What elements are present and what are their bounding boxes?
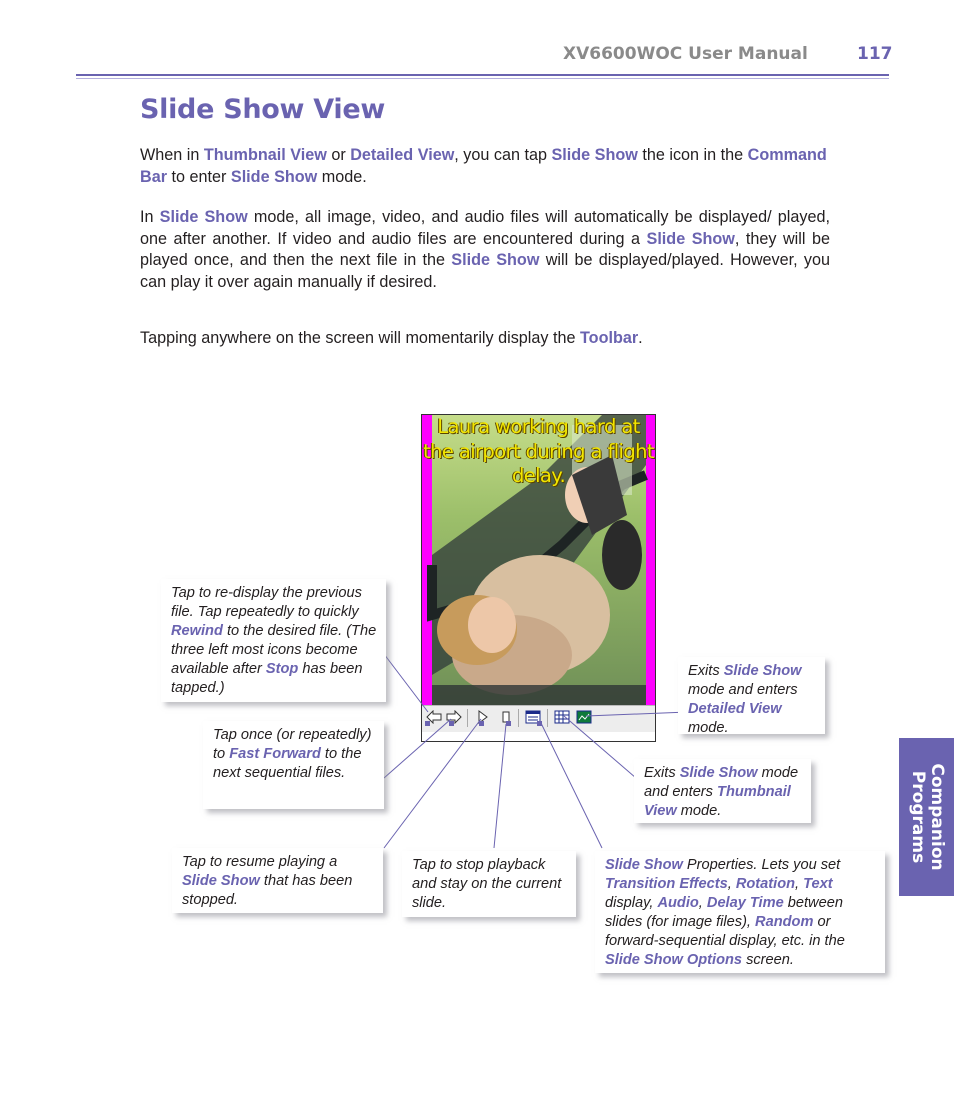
text: between slides (for image files), — [605, 895, 843, 930]
keyword: Slide Show — [605, 857, 683, 873]
side-tab-label — [908, 763, 946, 870]
text: . — [638, 329, 643, 347]
keyword: Audio — [657, 895, 699, 911]
section-side-tab — [899, 738, 954, 896]
rewind-callout — [161, 579, 386, 702]
text: mode. — [317, 167, 367, 186]
keyword: Detailed View — [688, 701, 782, 717]
text: , you can tap — [454, 146, 552, 164]
keyword: Slide Show — [679, 765, 758, 781]
page-number: 117 — [857, 44, 893, 64]
text: Exits — [644, 765, 680, 781]
text: screen. — [742, 952, 794, 968]
text: display, — [605, 895, 658, 911]
keyword: Rewind — [171, 623, 223, 639]
keyword: Slide Show — [646, 229, 735, 248]
text: to enter — [167, 167, 231, 186]
text: mode. — [688, 720, 729, 736]
keyword: Text — [803, 876, 833, 892]
text: Properties. Lets you set — [682, 857, 841, 873]
text: to the desired file. (The three left most icons become available after — [171, 623, 377, 677]
keyword: Slide Show — [723, 663, 802, 679]
keyword: Delay Time — [706, 895, 784, 911]
detailed-view-callout — [678, 657, 825, 734]
keyword: Stop — [265, 661, 299, 677]
keyword: Transition Effects — [605, 876, 728, 892]
text: or — [326, 146, 351, 164]
manual-title: XV6600WOC User Manual — [563, 44, 808, 64]
fast-forward-callout — [203, 721, 384, 809]
text: Tap to re-display the previous file. Tap repeatedly to quickly — [171, 585, 362, 620]
side-tab-line1: Companion — [927, 763, 947, 871]
slide-caption: Laura working hard at the airport during a flight delay. — [423, 415, 654, 487]
text: Tap to resume playing a — [182, 854, 338, 870]
keyword: Fast Forward — [229, 746, 321, 762]
text: Tap to stop playback and stay on the current slide. — [412, 857, 562, 911]
text: or forward-sequential display, etc. in the — [605, 914, 845, 949]
text: that has been stopped. — [182, 873, 353, 908]
keyword: Command Bar — [140, 146, 827, 186]
text: , — [698, 895, 707, 911]
text: In — [140, 208, 160, 226]
keyword: Rotation — [735, 876, 796, 892]
keyword: Slide Show — [551, 146, 638, 164]
text: will be displayed/played. However, you can play it over again manually if desired. — [140, 251, 830, 291]
text: , — [727, 876, 736, 892]
text: mode and enters — [688, 682, 798, 698]
keyword: Thumbnail View — [203, 146, 327, 164]
thumbnail-view-callout — [634, 759, 811, 823]
side-tab-line2: Programs — [908, 770, 928, 864]
text: to the next sequential files. — [213, 746, 362, 781]
text: Tap once (or repeatedly) to — [213, 727, 372, 762]
keyword: Thumbnail View — [644, 784, 791, 819]
keyword: Random — [755, 914, 814, 930]
keyword: Detailed View — [350, 146, 455, 164]
text: mode and enters — [644, 765, 799, 800]
text: mode, all image, video, and audio files will automatically be displayed/ played, one after another. If video and audio files are encountered during a — [140, 208, 830, 248]
keyword: Toolbar — [580, 329, 639, 347]
keyword: Slide Show Options — [605, 952, 743, 968]
keyword: Slide Show — [159, 208, 248, 226]
text: mode. — [676, 803, 722, 819]
keyword: Slide Show — [182, 873, 260, 889]
keyword: Slide Show — [451, 251, 540, 269]
keyword: Slide Show — [230, 167, 318, 186]
text: has been tapped.) — [171, 661, 363, 696]
text: the icon in the — [637, 146, 748, 164]
stop-callout — [402, 851, 576, 917]
text: When in — [140, 146, 204, 164]
text: Tapping anywhere on the screen will momentarily display the — [140, 329, 580, 347]
section-heading: Slide Show View — [140, 94, 385, 125]
play-callout — [172, 848, 383, 913]
text: , they will be played once, and then the next file in the — [140, 229, 830, 269]
text: Exits — [688, 663, 724, 679]
properties-callout — [595, 851, 885, 973]
text: , — [795, 876, 804, 892]
